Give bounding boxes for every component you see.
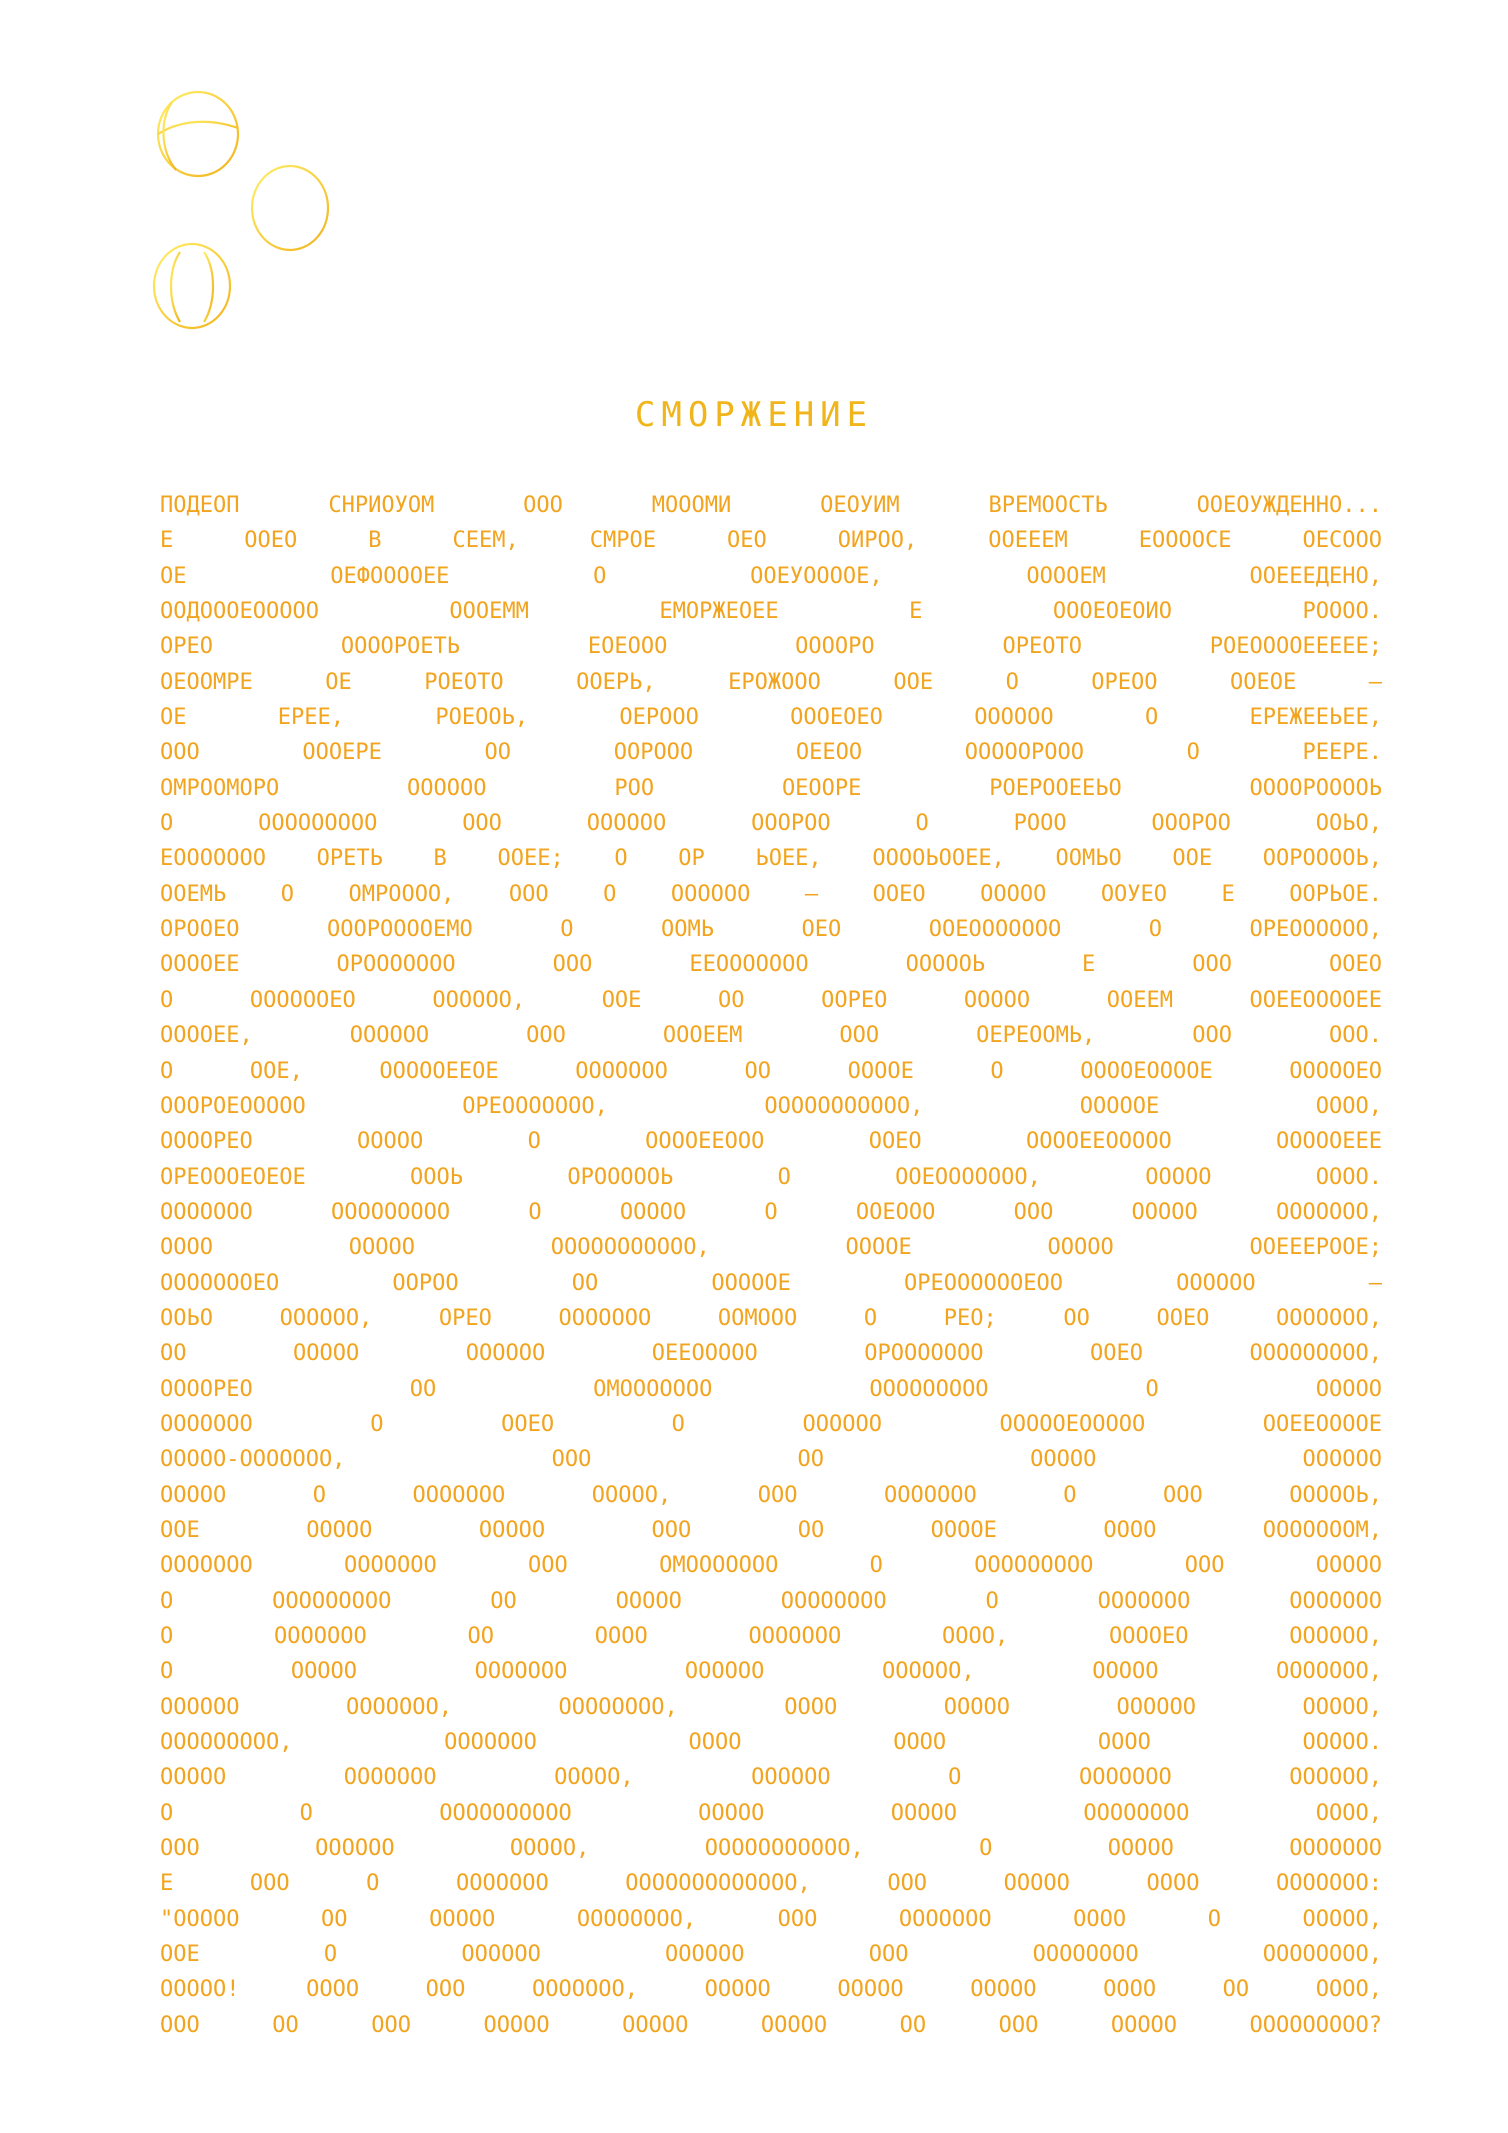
text-line: ОРООЕО ОООРООООЕМО О ООМЬ ОЕО ООЕООООООО О ОРЕОООООО, — [160, 917, 1382, 943]
text-line: ООООРЕО ОО ОМООООООО ООООООООО О ООООО — [160, 1376, 1382, 1402]
text-line: Е ООЕО В СЕЕМ, СМРОЕ ОЕО ОИРОО, ООЕЕЕМ ЕООООСЕ ОЕСООО — [160, 528, 1382, 554]
text-line: ООО ОООЕРЕ ОО ООРООО ОЕЕОО ОООООРООО О РЕЕРЕ. — [160, 740, 1382, 766]
text-line: ОМРООМОРО ОООООО РОО ОЕООРЕ РОЕРООЕЕЬО ООООРООООЬ — [160, 775, 1382, 801]
text-line: ЕООООООО ОРЕТЬ В ООЕЕ; О ОР ЬОЕЕ, ООООЬООЕЕ, ООМЬО ООЕ ООРООООЬ, — [160, 846, 1382, 872]
text-line: О О ОООООООООО ООООО ООООО ОООООООО ОООО, — [160, 1800, 1382, 1826]
text-line: ООДОООЕООООО ОООЕММ ЕМОРЖЕОЕЕ Е ОООЕОЕОИО РОООО. — [160, 599, 1382, 625]
text-line: О ООООО ООООООО ОООООО ОООООО, ООООО ООООООО, — [160, 1659, 1382, 1685]
text-line: ООООЕЕ, ОООООО ООО ОООЕЕМ ООО ОЕРЕООМЬ, ООО ООО. — [160, 1023, 1382, 1049]
monogram-letter-top — [158, 92, 238, 176]
text-line: ООООООООО, ООООООО ОООО ОООО ОООО ООООО. — [160, 1730, 1382, 1756]
text-line: ООООО-ООООООО, ООО ОО ООООО ОООООО — [160, 1447, 1382, 1473]
text-line: О ООООООО ОО ОООО ООООООО ОООО, ООООЕО ОООООО, — [160, 1624, 1382, 1649]
text-line: ООЬО ОООООО, ОРЕО ООООООО ООМООО О РЕО; ОО ООЕО ООООООО, — [160, 1305, 1382, 1331]
decorative-monogram — [150, 90, 380, 340]
text-line: О ООООООЕО ОООООО, ООЕ ОО ООРЕО ООООО ООЕЕМ ООЕЕООООЕЕ — [160, 987, 1382, 1013]
text-line: О ООЕ, ОООООЕЕОЕ ООООООО ОО ООООЕ О ООООЕООООЕ ОООООЕО — [160, 1058, 1382, 1084]
text-line: ОЕООМРЕ ОЕ РОЕОТО ООЕРЬ, ЕРОЖООО ООЕ О ОРЕОО ООЕОЕ — — [160, 669, 1382, 695]
text-line: ООООООО ООООООО ООО ОМООООООО О ООООООООО ООО ООООО — [160, 1553, 1382, 1579]
text-line: ОООРОЕООООО ОРЕООООООО, ООООООООООО, ОООООЕ ОООО, — [160, 1093, 1382, 1119]
body-text — [160, 488, 1382, 2043]
text-line: Е ООО О ООООООО ООООООООООООО, ООО ООООО ОООО ООООООО: — [160, 1871, 1382, 1897]
text-line: ООООО! ОООО ООО ООООООО, ООООО ООООО ООООО ОООО ОО ОООО, — [160, 1977, 1382, 2003]
text-line: "ООООО ОО ООООО ОООООООО, ООО ООООООО ОООО О ООООО, — [160, 1906, 1382, 1932]
text-line: ООЕ ООООО ООООО ООО ОО ООООЕ ОООО ОООООООМ, — [160, 1517, 1382, 1543]
text-line: О ООООООООО ОО ООООО ОООООООО О ООООООО ООООООО — [160, 1588, 1382, 1614]
monogram-letter-middle — [252, 166, 328, 250]
text-line: ОООООООЕО ООРОО ОО ОООООЕ ОРЕООООООЕОО ОООООО — — [160, 1270, 1382, 1296]
text-line: ООООЕЕ ОРООООООО ООО ЕЕООООООО ОООООЬ Е ООО ООЕО — [160, 952, 1382, 978]
text-line: ООООООО О ООЕО О ОООООО ОООООЕООООО ООЕЕООООЕ — [160, 1411, 1382, 1437]
text-line: ООООО О ООООООО ООООО, ООО ООООООО О ООО ОООООЬ, — [160, 1482, 1382, 1508]
text-line: ОРЕО ООООРОЕТЬ ЕОЕООО ООООРО ОРЕОТО РОЕООООЕЕЕЕЕ; — [160, 634, 1382, 660]
monogram-letter-bottom — [154, 244, 230, 328]
text-line: ООО ОООООО ООООО, ООООООООООО, О ООООО ООООООО — [160, 1836, 1382, 1862]
text-line: ООЕ О ОООООО ОООООО ООО ОООООООО ОООООООО, — [160, 1942, 1382, 1968]
page-title: СМОРЖЕНИЕ — [634, 395, 874, 435]
text-line: ООООО ООООООО ООООО, ОООООО О ООООООО ОООООО, — [160, 1765, 1382, 1791]
text-line: ОРЕОООЕОЕОЕ ОООЬ ОРОООООЬ О ООЕООООООО, ООООО ОООО. — [160, 1164, 1382, 1190]
text-line: ООООООО ООООООООО О ООООО О ООЕООО ООО ООООО ООООООО, — [160, 1199, 1382, 1225]
text-line: ОООО ООООО ООООООООООО, ООООЕ ООООО ООЕЕЕРООЕ; — [160, 1235, 1382, 1261]
text-line: ОЕ ЕРЕЕ, РОЕООЬ, ОЕРООО ОООЕОЕО ОООООО О ЕРЕЖЕЕЬЕЕ, — [160, 705, 1382, 731]
text-line: ПОДЕОП СНРИОУОМ ООО МОООМИ ОЕОУИМ ВРЕМООСТЬ ООЕОУЖДЕННО... — [160, 493, 1382, 518]
text-line: ООО ОО ООО ООООО ООООО ООООО ОО ООО ООООО ООООООООО? — [160, 2012, 1382, 2038]
text-line: ООООРЕО ООООО О ООООЕЕООО ООЕО ООООЕЕООООО ОООООЕЕЕ — [160, 1129, 1382, 1155]
text-line: О ООООООООО ООО ОООООО ОООРОО О РООО ОООРОО ООЬО, — [160, 811, 1382, 837]
text-line: ОООООО ООООООО, ОООООООО, ОООО ООООО ОООООО ООООО, — [160, 1694, 1382, 1720]
text-line: ООЕМЬ О ОМРОООО, ООО О ОООООО — ООЕО ООООО ООУЕО Е ООРЬОЕ. — [160, 881, 1382, 907]
text-line: ОЕ ОЕФООООЕЕ О ООЕУООООЕ, ООООЕМ ООЕЕЕДЕНО, — [160, 563, 1382, 589]
text-line: ОО ООООО ОООООО ОЕЕООООО ОРООООООО ООЕО ООООООООО, — [160, 1341, 1382, 1367]
